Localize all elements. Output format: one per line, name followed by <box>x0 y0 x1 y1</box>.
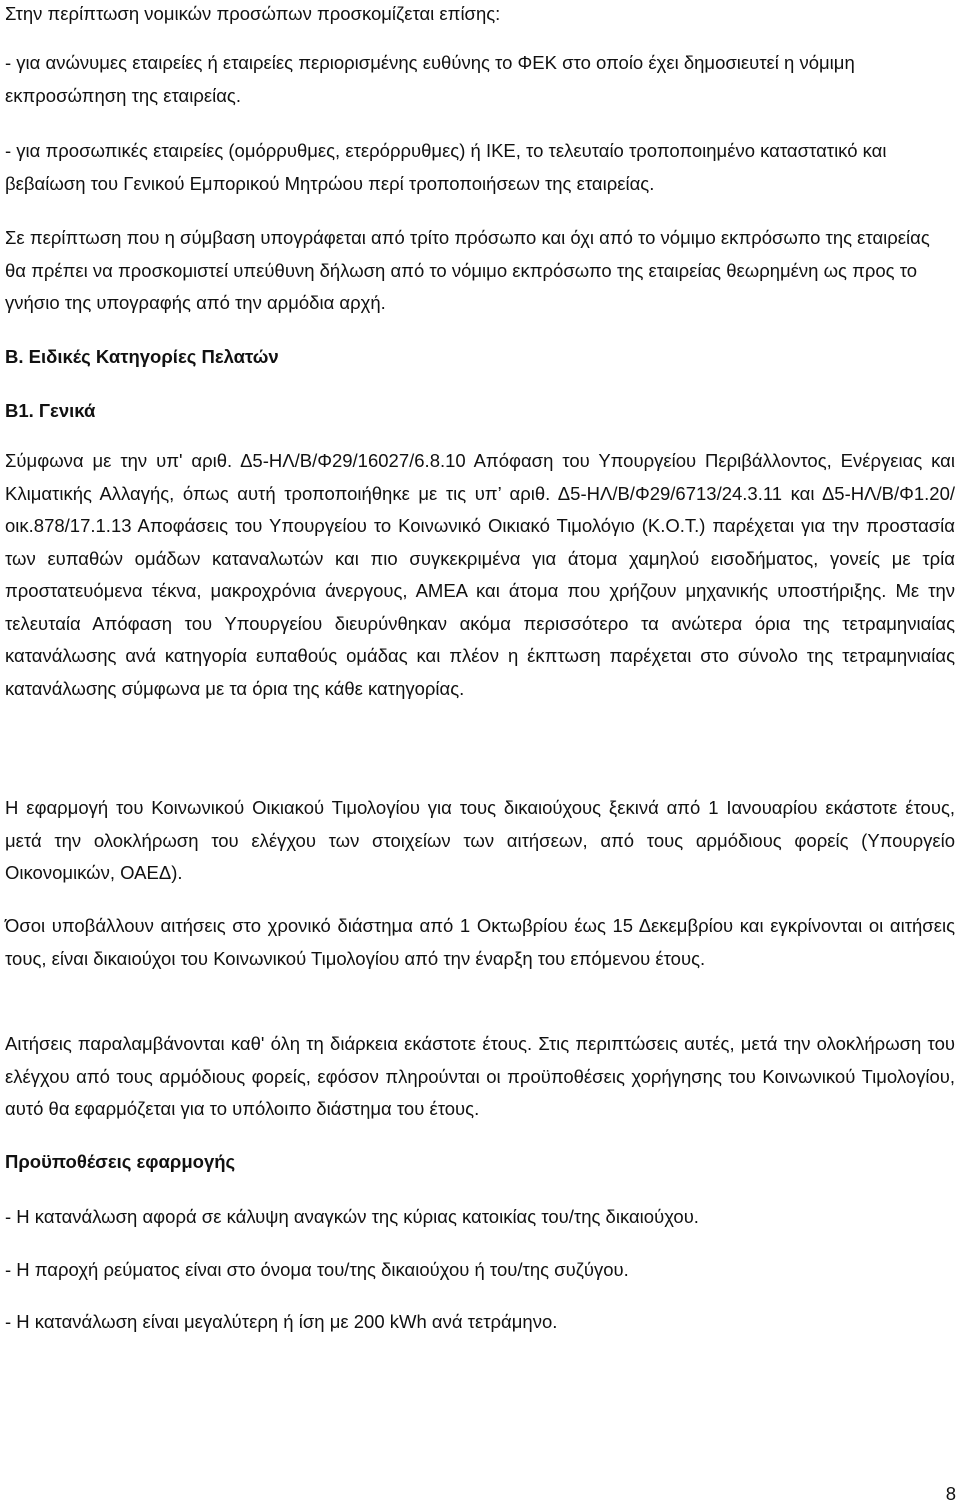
page-number: 8 <box>945 1483 956 1504</box>
application-start-paragraph: Η εφαρμογή του Κοινωνικού Οικιακού Τιμολογίου για τους δικαιούχους ξεκινά από 1 Ιανουαρίου εκάστοτε έτους, μετά την ολοκλήρωση του ελέγχου των στοιχείων των αιτήσεων, από τους αρμόδιους φορείς (Υπουργείο Οικονομικών, ΟΑΕΔ). <box>5 797 955 883</box>
decision-paragraph: Σύμφωνα με την υπ' αριθ. Δ5-ΗΛ/Β/Φ29/16027/6.8.10 Απόφαση του Υπουργείου Περιβάλλοντος, Ενέργειας και Κλιματικής Αλλαγής, όπως αυτή τροποποιήθηκε με τις υπ’ αριθ. Δ5-ΗΛ/Β/Φ29/6713/24.3.11 και Δ5-ΗΛ/Β/Φ1.20/οικ.878/17.1.13 Αποφάσεις του Υπουργείου το Κοινωνικό Οικιακό Τιμολόγιο (Κ.Ο.Τ.) παρέχεται για την προστασία των ευπαθών ομάδων καταναλωτών και πιο συγκεκριμένα για άτομα χαμηλού εισοδήματος, γονείς με τρία προστατευόμενα τέκνα, μακροχρόνια άνεργους, ΑΜΕΑ και άτομα που χρήζουν μηχανικής υποστήριξης. Με την τελευταία Απόφαση του Υπουργείου διευρύνθηκαν ακόμα περισσότερο τα ανώτερα όρια της τετραμηνιαίας κατανάλωσης ανά κατηγορία ευπαθούς ομάδας και πλέον η έκπτωση παρέχεται στο σύνολο της τετραμηνιαίας κατανάλωσης σύμφωνα με τα όρια της κάθε κατηγορίας. <box>5 450 955 699</box>
intro-legal-entities: Στην περίπτωση νομικών προσώπων προσκομίζεται επίσης: <box>5 3 501 24</box>
section-b1-heading: Β1. Γενικά <box>5 400 96 421</box>
conditions-heading: Προϋποθέσεις εφαρμογής <box>5 1151 236 1172</box>
section-b-heading: Β. Ειδικές Κατηγορίες Πελατών <box>5 346 279 367</box>
condition-item-3: - Η κατανάλωση είναι μεγαλύτερη ή ίση με 200 kWh ανά τετράμηνο. <box>5 1311 558 1332</box>
oct-dec-paragraph: Όσοι υποβάλλουν αιτήσεις στο χρονικό διάστημα από 1 Οκτωβρίου έως 15 Δεκεμβρίου και εγκρίνονται οι αιτήσεις τους, είναι δικαιούχοι του Κοινωνικού Τιμολογίου από την έναρξη του επόμενου έτους. <box>5 915 955 969</box>
bullet-sa-llc: - για ανώνυμες εταιρείες ή εταιρείες περιορισμένης ευθύνης το ΦΕΚ στο οποίο έχει δημοσιευτεί η νόμιμη εκπροσώπηση της εταιρείας. <box>5 52 855 106</box>
third-party-signature-paragraph: Σε περίπτωση που η σύμβαση υπογράφεται από τρίτο πρόσωπο και όχι από το νόμιμο εκπρόσωπο της εταιρείας θα πρέπει να προσκομιστεί υπεύθυνη δήλωση από το νόμιμο εκπρόσωπο της εταιρείας θεωρημένη ως προς το γνήσιο της υπογραφής από την αρμόδια αρχή. <box>5 227 930 313</box>
condition-item-2: - Η παροχή ρεύματος είναι στο όνομα του/της δικαιούχου ή του/της συζύγου. <box>5 1259 629 1280</box>
bullet-personal-companies: - για προσωπικές εταιρείες (ομόρρυθμες, ετερόρρυθμες) ή ΙΚΕ, το τελευταίο τροποποιημένο καταστατικό και βεβαίωση του Γενικού Εμπορικού Μητρώου περί τροποποιήσεων της εταιρείας. <box>5 140 887 194</box>
condition-item-1: - Η κατανάλωση αφορά σε κάλυψη αναγκών της κύριας κατοικίας του/της δικαιούχου. <box>5 1206 699 1227</box>
whole-year-paragraph: Αιτήσεις παραλαμβάνονται καθ' όλη τη διάρκεια εκάστοτε έτους. Στις περιπτώσεις αυτές, μετά την ολοκλήρωση του ελέγχου από τους αρμόδιους φορείς, εφόσον πληρούνται οι προϋποθέσεις χορήγησης του Κοινωνικού Τιμολογίου, αυτό θα εφαρμόζεται για το υπόλοιπο διάστημα του έτους. <box>5 1033 955 1119</box>
